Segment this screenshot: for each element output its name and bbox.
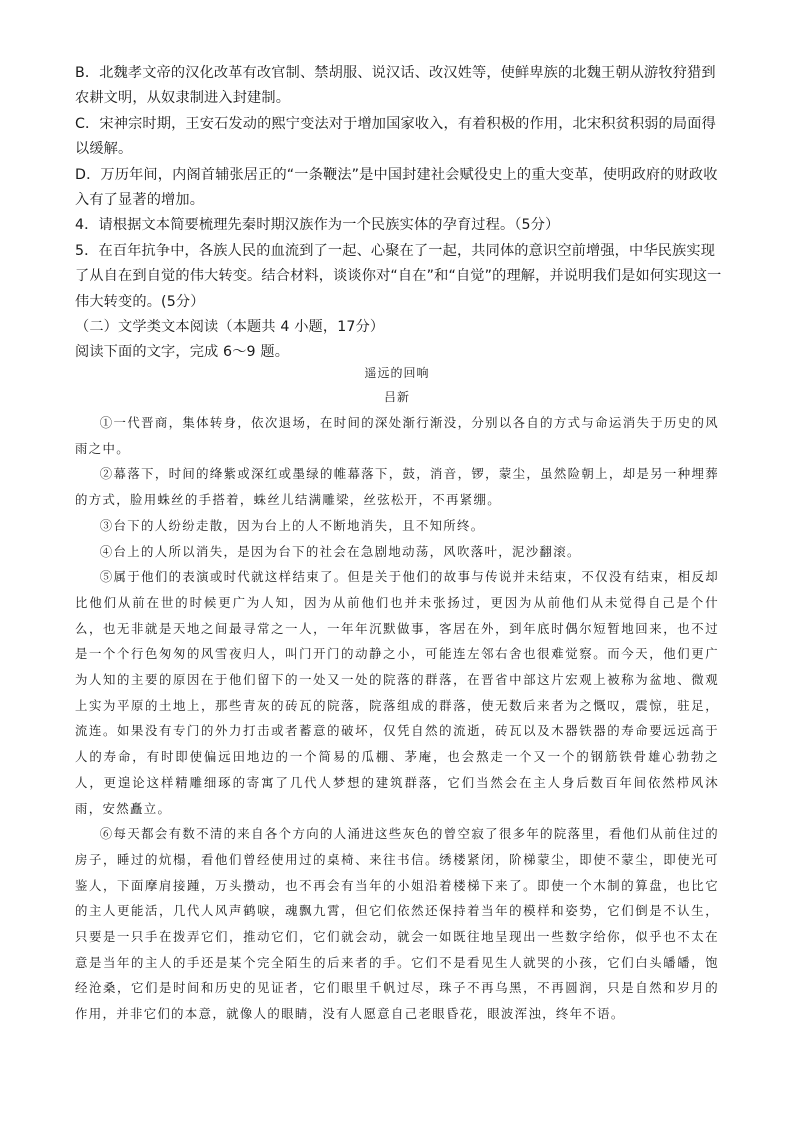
story-paragraph-6: ⑥每天都会有数不清的来自各个方向的人涌进这些灰色的曾空寂了很多年的院落里，看他们从前住过的房子，睡过的炕榻，看他们曾经使用过的桌椅、来往书信。绣楼紧闭，阶梯蒙尘，即使不蒙尘，即使光可鉴人，下面摩肩接踵，万头攒动，也不再会有当年的小姐沿着楼梯下来了。即使一个木制的算盘，也比它的主人更能活，几代人风声鹤唳，魂飘九霄，但它们依然还保持着当年的模样和姿势，它们倒是不认生，只要是一只手在拨弄它们，推动它们，它们就会动，就会一如既往地呈现出一些数字给你，似乎也不太在意是当年的主人的手还是某个完全陌生的后来者的手。它们不是看见生人就哭的小孩，它们白头皤皤，饱经沧桑，它们是时间和历史的见证者，它们眼里千帆过尽，珠子不再乌黑，不再圆润，只是自然和岁月的作用，并非它们的本意，就像人的眼睛，没有人愿意自己老眼昏花，眼波浑浊，终年不语。 (75, 826, 719, 1022)
questions-block (75, 61, 723, 366)
story-paragraph-4: ④台上的人所以消失，是因为台下的社会在急剧地动荡，风吹落叶，泥沙翻滚。 (99, 543, 581, 559)
option-c: C．宋神宗时期，王安石发动的熙宁变法对于增加国家收入，有着积极的作用，北宋积贫积弱的局面得以缓解。 (75, 115, 716, 158)
story-title: 遥远的回响 (364, 366, 430, 380)
story-author: 吕新 (383, 390, 410, 404)
question-4: 4．请根据文本简要梳理先秦时期汉族作为一个民族实体的孕育过程。（5分） (75, 217, 560, 234)
story-paragraph-3: ③台下的人纷纷走散，因为台上的人不断地消失，且不知所终。 (99, 517, 485, 533)
story-paragraph-2: ②幕落下，时间的绛紫或深红或墨绿的帷幕落下，鼓，消音，锣，蒙尘，虽然险朝上，却是另一种埋葬的方式，脸用蛛丝的手搭着，蛛丝儿结满雕梁，丝弦松开，不再紧绷。 (75, 466, 719, 508)
option-b: B．北魏孝文帝的汉化改革有改官制、禁胡服、说汉话、改汉姓等，使鲜卑族的北魏王朝从游牧狩猎到农耕文明，从奴隶制进入封建制。 (75, 65, 716, 107)
section-heading: （二）文学类文本阅读（本题共 4 小题，17分） (75, 319, 385, 336)
option-d: D．万历年间，内阁首辅张居正的“一条鞭法”是中国封建社会赋役史上的重大变革，使明政府的财政收入有了显著的增加。 (75, 166, 718, 209)
story-paragraph-1: ①一代晋商，集体转身，依次退场，在时间的深处渐行渐没，分别以各自的方式与命运消失于历史的风雨之中。 (75, 415, 719, 456)
reading-instruction: 阅读下面的文字，完成 6～9 题。 (75, 344, 290, 361)
question-5: 5．在百年抗争中，各族人民的血流到了一起、心聚在了一起，共同体的意识空前增强，中华民族实现了从自在到自觉的伟大转变。结合材料，谈谈你对“自在”和“自觉”的理解，并说明我们是如何实现这一伟大转变的。(5分） (75, 242, 722, 310)
story-paragraph-5: ⑤属于他们的表演或时代就这样结束了。但是关于他们的故事与传说并未结束，不仅没有结束，相反却比他们从前在世的时候更广为人知，因为从前他们也并未张扬过，更因为从前他们从未觉得自己是个什么，也无非就是天地之间最寻常之一人，一年年沉默做事，客居在外，到年底时偶尔短暂地回来，也不过是一个个行色匆匆的风雪夜归人，叫门开门的动静之小，可能连左邻右舍也很难觉察。而今天，他们更广为人知的主要的原因在于他们留下的一处又一处的院落的群落，在晋省中部这片宏观上被称为盆地、微观上实为平原的土地上，那些青灰的砖瓦的院落，院落组成的群落，使无数后来者为之慨叹，震惊，驻足，流连。如果没有专门的外力打击或者蓄意的破坏，仅凭自然的流逝，砖瓦以及木器铁器的寿命要远远高于人的寿命，有时即使偏远田地边的一个简易的瓜棚、茅庵，也会熬走一个又一个的钢筋铁骨雄心勃勃之人，更遑论这样精雕细琢的寄寓了几代人梦想的建筑群落，它们当然会在主人身后数百年间依然栉风沐雨，安然矗立。 (75, 569, 719, 816)
story-body (75, 410, 719, 1027)
